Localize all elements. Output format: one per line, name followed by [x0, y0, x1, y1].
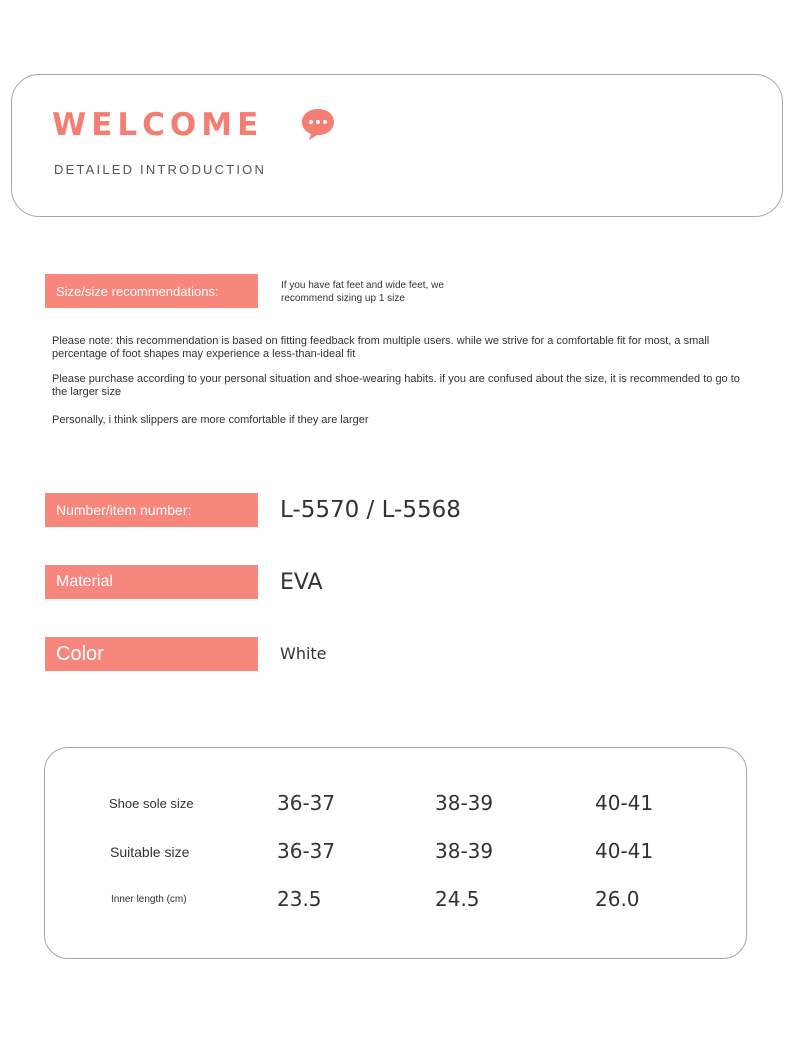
material-label: Material	[45, 565, 258, 599]
table-cell: 26.0	[595, 887, 640, 911]
table-cell: 36-37	[277, 791, 336, 815]
welcome-subtitle: DETAILED INTRODUCTION	[54, 162, 267, 177]
row-label-sole-size: Shoe sole size	[109, 796, 194, 811]
purchase-note: Please purchase according to your personal situation and shoe-wearing habits. if you are confused about the size, it is recommended to go to the larger size	[52, 373, 740, 398]
table-cell: 23.5	[277, 887, 322, 911]
table-cell: 38-39	[435, 791, 494, 815]
row-label-suitable-size: Suitable size	[110, 844, 190, 860]
color-value: White	[280, 644, 327, 663]
table-cell: 38-39	[435, 839, 494, 863]
material-value: EVA	[280, 570, 323, 595]
fit-note: Please note: this recommendation is based on fitting feedback from multiple users. while we strive for a comfortable fit for most, a small percentage of foot shapes may experience a less-than-ideal fit	[52, 335, 710, 360]
item-number-value: L-5570 / L-5568	[280, 497, 461, 523]
item-number-label: Number/item number:	[45, 493, 258, 527]
size-tip	[281, 279, 481, 305]
welcome-title: WELCOME	[52, 107, 264, 143]
size-tip-line2: recommend sizing up 1 size	[281, 293, 405, 304]
size-recommendation-label: Size/size recommendations:	[45, 274, 258, 308]
size-tip-line1: If you have fat feet and wide feet, we	[281, 280, 444, 291]
table-cell: 36-37	[277, 839, 336, 863]
chat-bubble-icon	[300, 107, 336, 141]
table-cell: 40-41	[595, 839, 654, 863]
personal-note: Personally, i think slippers are more comfortable if they are larger	[52, 414, 369, 426]
row-label-inner-length: Inner length (cm)	[111, 894, 187, 905]
table-cell: 40-41	[595, 791, 654, 815]
table-cell: 24.5	[435, 887, 480, 911]
size-table	[44, 747, 747, 959]
welcome-banner	[11, 74, 783, 217]
color-label: Color	[45, 637, 258, 671]
